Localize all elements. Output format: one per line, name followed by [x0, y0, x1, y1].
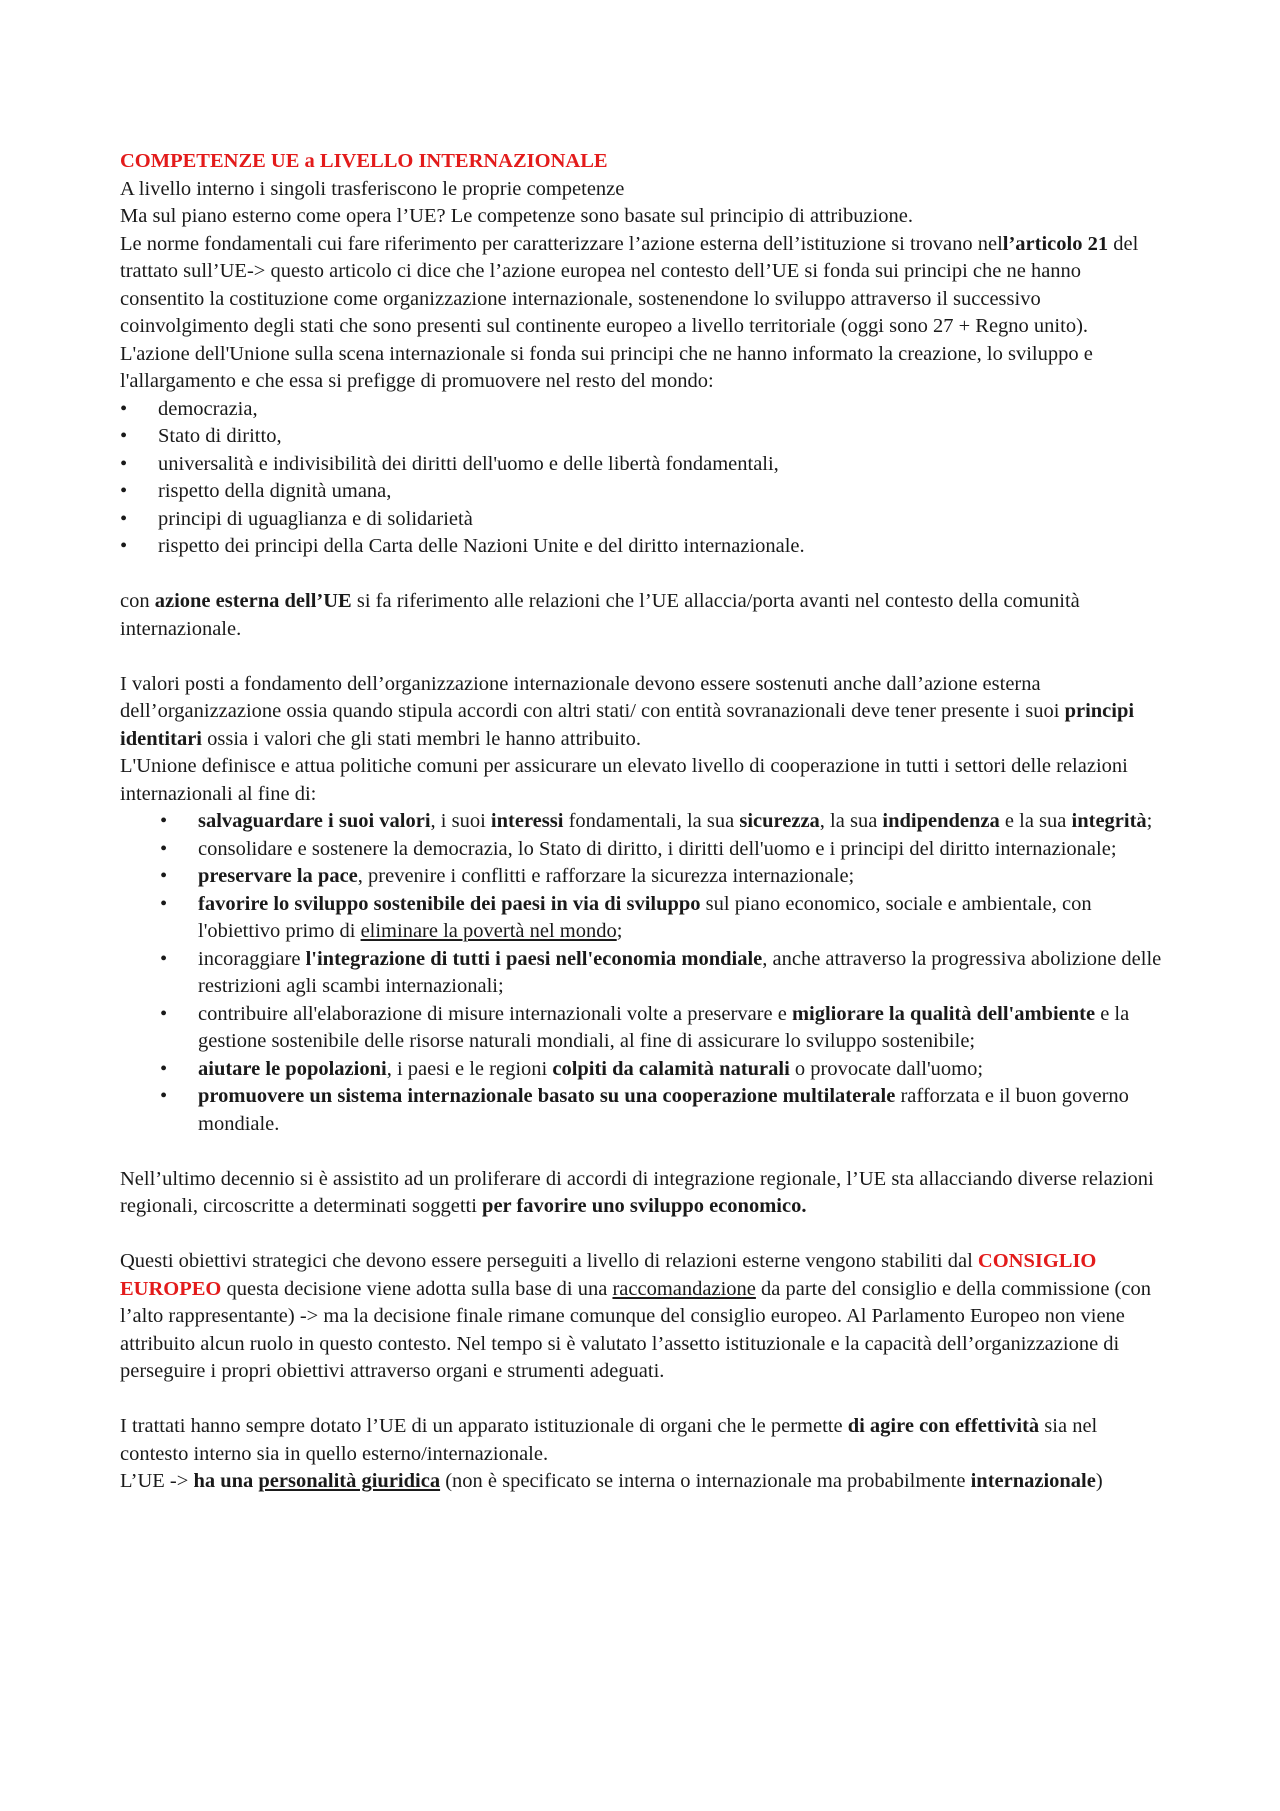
goals-list — [120, 808, 1170, 1138]
intro-line-1: A livello interno i singoli trasferiscono le proprie competenze — [120, 177, 625, 200]
list-item: • favorire lo sviluppo sostenibile dei paesi in via di sviluppo sul piano economico, sociale e ambientale, con l'obiettivo primo di eliminare la povertà nel mondo; — [120, 891, 1170, 946]
list-item: • universalità e indivisibilità dei diritti dell'uomo e delle libertà fondamentali, — [120, 451, 1170, 479]
policies-paragraph: L'Unione definisce e attua politiche comuni per assicurare un elevato livello di cooperazione in tutti i settori delle relazioni internazionali al fine di: — [120, 755, 1128, 805]
external-action-paragraph: con azione esterna dell’UE si fa riferimento alle relazioni che l’UE allaccia/porta avanti nel contesto della comunità internazionale. — [120, 590, 1080, 640]
intro-paragraph-article: Le norme fondamentali cui fare riferimento per caratterizzare l’azione esterna dell’istituzione si trovano nell’articolo 21 del trattato sull’UE-> questo articolo ci dice che l’azione europea nel contesto dell’UE si fonda sui principi che ne hanno consentito la costituzione come organizzazione internazionale, sostenendone lo sviluppo attraverso il successivo coinvolgimento degli stati che sono presenti sul continente europeo a livello territoriale (oggi sono 27 + Regno unito). — [120, 232, 1139, 337]
list-item: • promuovere un sistema internazionale basato su una cooperazione multilaterale rafforzata e il buon governo mondiale. — [120, 1083, 1170, 1138]
list-item: • democrazia, — [120, 396, 1170, 424]
treaties-paragraph: I trattati hanno sempre dotato l’UE di un apparato istituzionale di organi che le permette di agire con effettività sia nel contesto interno sia in quello esterno/internazionale. — [120, 1415, 1098, 1465]
list-item: • consolidare e sostenere la democrazia, lo Stato di diritto, i diritti dell'uomo e i principi del diritto internazionale; — [120, 836, 1170, 864]
list-item: • principi di uguaglianza e di solidarietà — [120, 506, 1170, 534]
intro-line-2: Ma sul piano esterno come opera l’UE? Le competenze sono basate sul principio di attribuzione. — [120, 205, 913, 227]
legal-personality-paragraph: L’UE -> ha una personalità giuridica (non è specificato se interna o internazionale ma probabilmente internazionale) — [120, 1470, 1103, 1492]
council-paragraph: Questi obiettivi strategici che devono essere perseguiti a livello di relazioni esterne vengono stabiliti dal CONSIGLIO EUROPEO questa decisione viene adotta sulla base di una raccomandazione da parte del consiglio e della commissione (con l’alto rappresentante) -> ma la decisione finale rimane comunque del consiglio europeo. Al Parlamento Europeo non viene attribuito alcun ruolo in questo contesto. Nel tempo si è valutato l’assetto istituzionale e la capacità dell’organizzazione di perseguire i propri obiettivi attraverso organi e strumenti adeguati. — [120, 1250, 1151, 1382]
principles-list — [120, 396, 1170, 561]
values-paragraph: I valori posti a fondamento dell’organizzazione internazionale devono essere sostenuti anche dall’azione esterna dell’organizzazione ossia quando stipula accordi con altri stati/ con entità sovranazionali deve tener presente i suoi principi identitari ossia i valori che gli stati membri le hanno attribuito. — [120, 672, 1135, 750]
document-page — [120, 148, 1170, 1496]
list-item: • rispetto della dignità umana, — [120, 478, 1170, 506]
list-item: • incoraggiare l'integrazione di tutti i paesi nell'economia mondiale, anche attraverso la progressiva abolizione delle restrizioni agli scambi internazionali; — [120, 946, 1170, 1001]
regional-paragraph: Nell’ultimo decennio si è assistito ad un proliferare di accordi di integrazione regionale, l’UE sta allacciando diverse relazioni regionali, circoscritte a determinati soggetti per favorire uno sviluppo economico. — [120, 1167, 1154, 1217]
list-item: • contribuire all'elaborazione di misure internazionali volte a preservare e migliorare la qualità dell'ambiente e la gestione sostenibile delle risorse naturali mondiali, al fine di assicurare lo sviluppo sostenibile; — [120, 1001, 1170, 1056]
intro-paragraph-principles: L'azione dell'Unione sulla scena internazionale si fonda sui principi che ne hanno informato la creazione, lo sviluppo e l'allargamento e che essa si prefigge di promuovere nel resto del mondo: — [120, 342, 1093, 392]
document-title: COMPETENZE UE a LIVELLO INTERNAZIONALE — [120, 150, 608, 172]
list-item: • rispetto dei principi della Carta delle Nazioni Unite e del diritto internazionale. — [120, 533, 1170, 561]
list-item: • preservare la pace, prevenire i conflitti e rafforzare la sicurezza internazionale; — [120, 863, 1170, 891]
list-item: • aiutare le popolazioni, i paesi e le regioni colpiti da calamità naturali o provocate dall'uomo; — [120, 1056, 1170, 1084]
list-item: • Stato di diritto, — [120, 423, 1170, 451]
list-item: • salvaguardare i suoi valori, i suoi interessi fondamentali, la sua sicurezza, la sua indipendenza e la sua integrità; — [120, 808, 1170, 836]
